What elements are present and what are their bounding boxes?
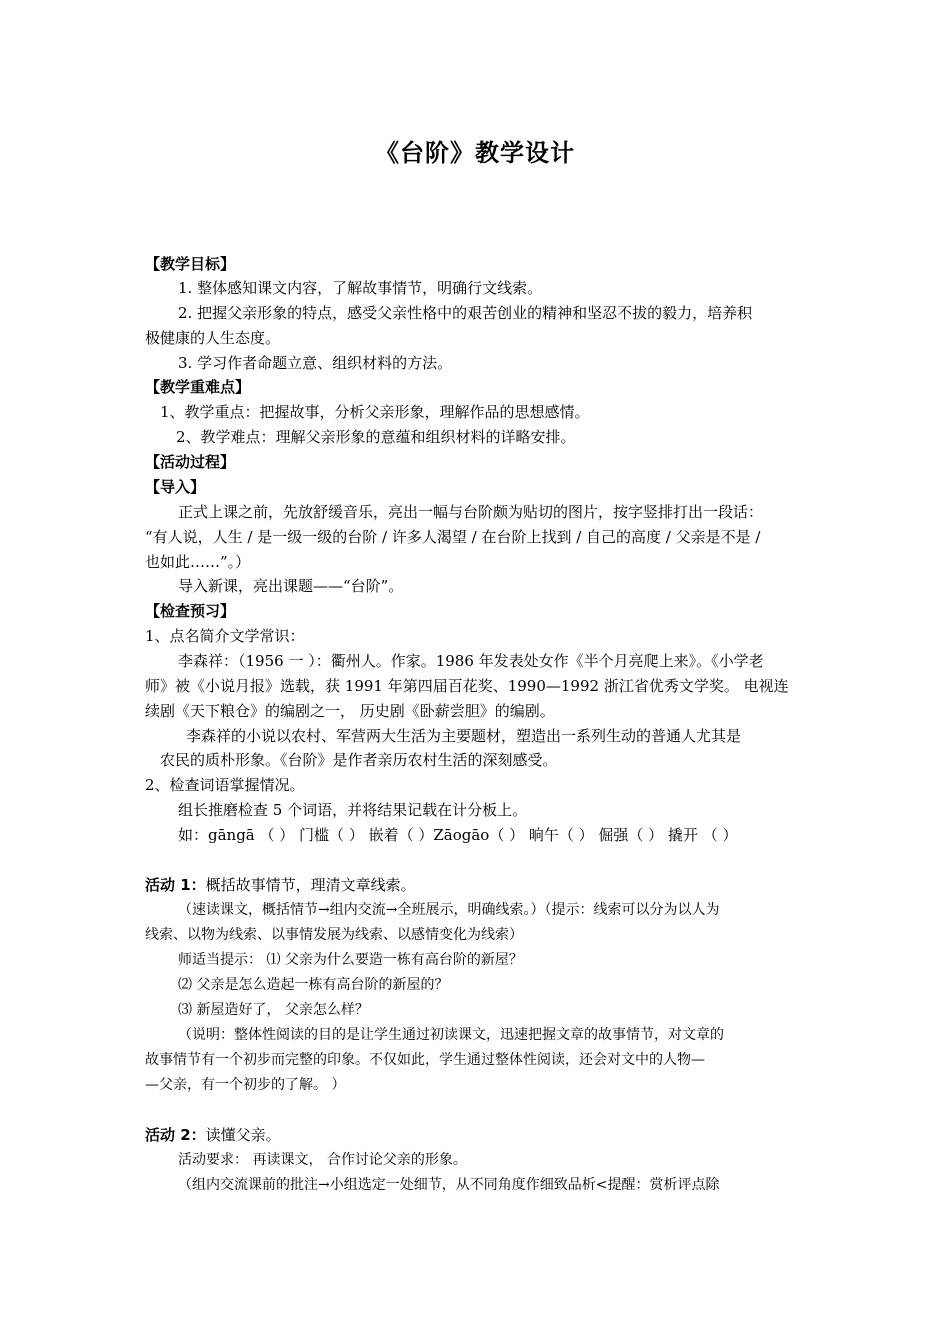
text-line: 师适当提示： ⑴ 父亲为什么要造一栋有高台阶的新屋？: [178, 952, 523, 968]
text-line: 续剧《天下粮仓》的编剧之一， 历史剧《卧薪尝胆》的编剧。: [145, 702, 555, 720]
text-line: 2. 把握父亲形象的特点，感受父亲性格中的艰苦创业的精神和坚忍不拔的毅力，培养积: [178, 304, 753, 322]
text-line: 故事情节有一个初步而完整的印象。不仅如此，学生通过整体性阅读，还会对文中的人物—: [145, 1052, 705, 1068]
text-line: 李森祥：（1956 一 ）：衢州人。作家。1986 年发表处女作《半个月亮爬上来》。《小学老: [178, 652, 764, 670]
document-title: 《台阶》教学设计: [375, 139, 575, 167]
activity-text: 读懂父亲。: [205, 1126, 281, 1144]
text-line: 活动要求： 再读课文， 合作讨论父亲的形象。: [178, 1152, 467, 1168]
text-line: 3. 学习作者命题立意、组织材料的方法。: [178, 354, 453, 372]
text-line: 导入新课，亮出课题——“台阶”。: [178, 577, 404, 595]
text-line: 【检查预习】: [145, 602, 236, 620]
text-line: 1、点名简介文学常识：: [145, 627, 305, 645]
text-line: 极健康的人生态度。: [145, 329, 281, 347]
text-line: 组长推磨检查 5 个词语，并将结果记载在计分板上。: [178, 801, 528, 819]
text-line: （组内交流课前的批注→小组选定一处细节，从不同角度作细致品析<提醒：赏析评点除: [178, 1177, 720, 1193]
text-line: 如：gāngā （ ） 门槛（ ） 嵌着（ ）Zāogāo（ ） 晌午（ ） 倔强（ ） 撬开 （ ）: [178, 826, 738, 844]
text-line: 【教学重难点】: [145, 378, 251, 396]
activity-text: 概括故事情节，理清文章线索。: [205, 876, 416, 894]
text-line: “有人说，人生 / 是一级一级的台阶 / 许多人渴望 / 在台阶上找到 / 自己的高度 / 父亲是不是 /: [145, 528, 761, 546]
text-line: 2、教学难点：理解父亲形象的意蕴和组织材料的详略安排。: [176, 428, 576, 446]
text-line: 【导入】: [145, 478, 206, 496]
activity-label: 活动 1：: [145, 876, 206, 894]
text-line: 线索、以物为线索、以事情发展为线索、以感情变化为线索）: [145, 927, 523, 943]
text-line: 李森祥的小说以农村、军营两大生活为主要题材，塑造出一系列生动的普通人尤其是: [186, 727, 742, 745]
activity-label: 活动 2：: [145, 1126, 206, 1144]
text-line: 【活动过程】: [145, 453, 236, 471]
text-line: ⑶ 新屋造好了， 父亲怎么样？: [178, 1002, 369, 1018]
text-line: 1、教学重点：把握故事，分析父亲形象，理解作品的思想感情。: [160, 403, 590, 421]
text-line: 农民的质朴形象。《台阶》是作者亲历农村生活的深刻感受。: [160, 751, 558, 769]
text-line: （说明：整体性阅读的目的是让学生通过初读课文，迅速把握文章的故事情节，对文章的: [178, 1027, 724, 1043]
text-line: （速读课文，概括情节→组内交流→全班展示，明确线索。）（提示：线索可以分为以人为: [178, 902, 720, 918]
text-line: 【教学目标】: [145, 255, 236, 273]
text-line: —父亲，有一个初步的了解。 ）: [145, 1077, 346, 1093]
text-line: ⑵ 父亲是怎么造起一栋有高台阶的新屋的？: [178, 977, 449, 993]
text-line: [145, 1125, 281, 1145]
text-line: [145, 875, 416, 895]
text-line: 也如此……”。）: [145, 553, 251, 571]
text-line: 师》被《小说月报》选载，获 1991 年第四届百花奖、1990—1992 浙江省优秀文学奖。 电视连: [145, 677, 789, 695]
text-line: 2、检查词语掌握情况。: [145, 776, 305, 794]
text-line: 正式上课之前，先放舒缓音乐，亮出一幅与台阶颇为贴切的图片，按字竖排打出一段话：: [178, 503, 764, 521]
text-line: 1. 整体感知课文内容，了解故事情节，明确行文线索。: [178, 279, 543, 297]
